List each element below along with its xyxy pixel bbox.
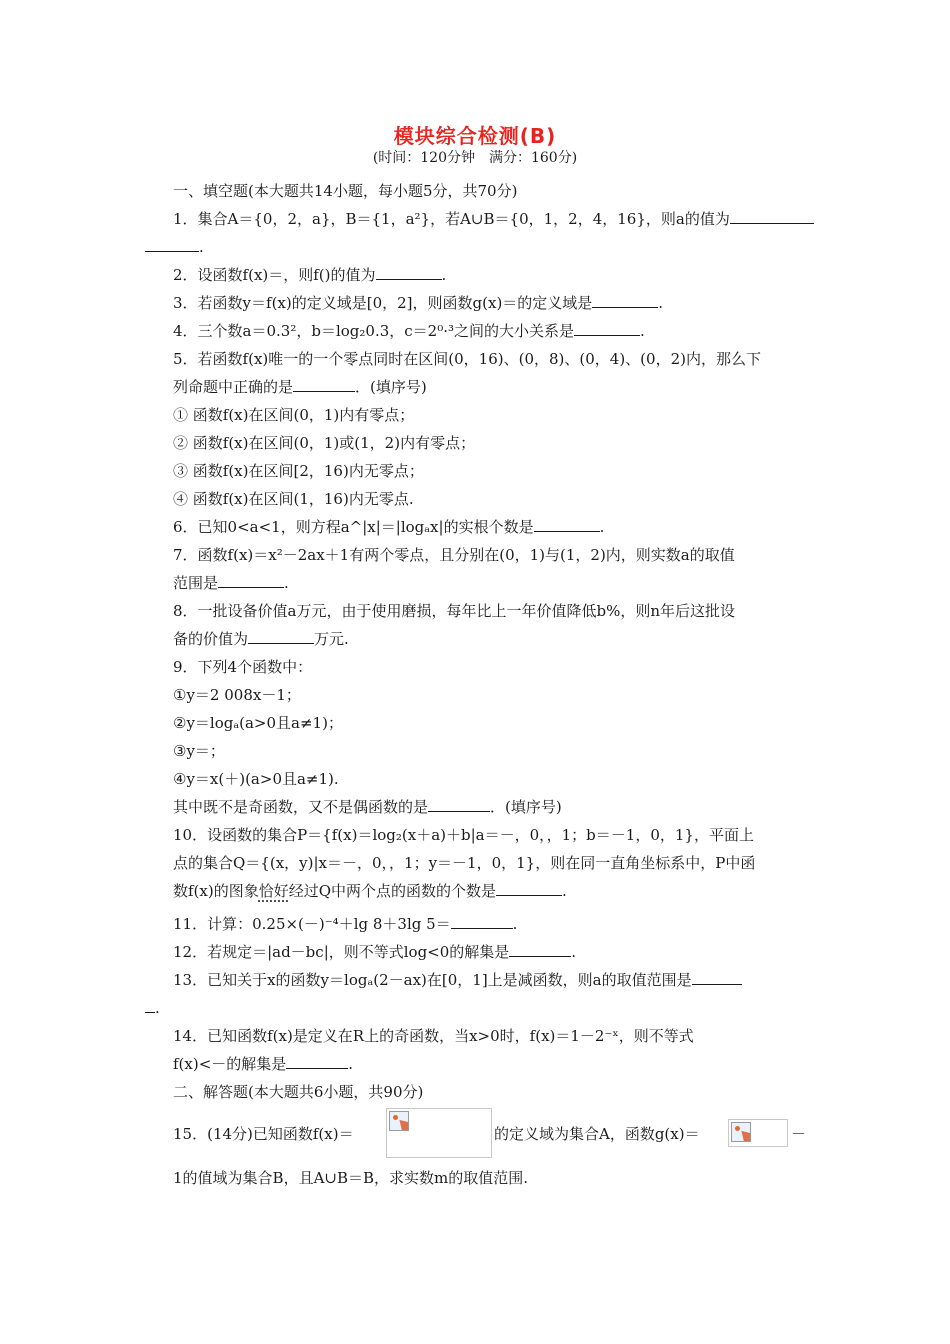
formula-image-placeholder <box>386 1108 492 1158</box>
answer-blank[interactable] <box>574 321 640 336</box>
answer-blank[interactable] <box>218 573 284 588</box>
question-15-cont: 1的值域为集合B，且A∪B＝B，求实数m的取值范围. <box>173 1169 529 1187</box>
answer-blank[interactable] <box>293 377 355 392</box>
answer-blank[interactable] <box>592 293 658 308</box>
question-12: 12．若规定＝|ad－bc|，则不等式log<0的解集是 . <box>173 943 577 961</box>
answer-blank[interactable] <box>286 1054 348 1069</box>
broken-image-icon <box>389 1111 409 1131</box>
question-5: 5．若函数f(x)唯一的一个零点同时在区间(0，16)、(0，8)、(0，4)、(0，2)内，那么下 <box>173 350 761 368</box>
question-6: 6．已知0<a<1，则方程a^|x|＝|logₐx|的实根个数是 . <box>173 518 605 536</box>
question-11: 11．计算：0.25×(－)⁻⁴＋lg 8＋3lg 5＝ . <box>173 915 518 933</box>
question-15-cont: － <box>791 1125 807 1143</box>
question-7-cont: 范围是 . <box>173 574 289 592</box>
answer-blank[interactable] <box>428 797 490 812</box>
question-2: 2．设函数f(x)＝，则f()的值为 . <box>173 266 447 284</box>
question-4: 4．三个数a＝0.3²，b＝log₂0.3，c＝2⁰·³之间的大小关系是 . <box>173 322 645 340</box>
question-14: 14．已知函数f(x)是定义在R上的奇函数，当x>0时，f(x)＝1－2⁻ˣ，则不等式 <box>173 1027 694 1045</box>
question-14-cont: f(x)<－的解集是 . <box>173 1055 354 1073</box>
formula-image-placeholder <box>728 1119 788 1147</box>
question-13: 13．已知关于x的函数y＝logₐ(2－ax)在[0，1]上是减函数，则a的取值范围是 <box>173 970 742 990</box>
section-heading: 一、填空题(本大题共14小题，每小题5分，共70分) <box>173 182 518 200</box>
option-4: ④ 函数f(x)在区间(1，16)内无零点. <box>173 490 414 508</box>
answer-blank[interactable] <box>376 265 442 280</box>
question-9-cont: 其中既不是奇函数，又不是偶函数的是 ．(填序号) <box>173 798 562 816</box>
answer-blank[interactable] <box>145 998 155 1013</box>
answer-blank[interactable] <box>730 209 814 224</box>
question-13-cont: . <box>145 998 160 1018</box>
question-15-cont: 的定义域为集合A，函数g(x)＝ <box>494 1125 700 1143</box>
question-10-cont: 点的集合Q＝{(x，y)|x＝－，0，，1；y＝－1，0，1}，则在同一直角坐标系中，P中函 <box>173 854 756 872</box>
broken-image-icon <box>731 1122 751 1142</box>
option-1: ① 函数f(x)在区间(0，1)内有零点； <box>173 406 415 424</box>
page-title: 模块综合检测(B) <box>393 124 557 148</box>
function-4: ④y＝x(＋)(a>0且a≠1). <box>173 770 339 788</box>
exam-info: (时间：120分钟 满分：160分) <box>372 150 578 166</box>
question-1: 1．集合A＝{0，2，a}，B＝{1，a²}，若A∪B＝{0，1，2，4，16}，则a的值为 <box>173 209 814 229</box>
option-3: ③ 函数f(x)在区间[2，16)内无零点； <box>173 462 424 480</box>
answer-blank[interactable] <box>451 914 513 929</box>
function-2: ②y＝logₐ(a>0且a≠1)； <box>173 714 343 732</box>
question-10-cont: 数f(x)的图象恰好经过Q中两个点的函数的个数是 . <box>173 882 567 900</box>
answer-blank[interactable] <box>248 629 314 644</box>
question-1-cont: . <box>145 237 204 257</box>
question-9: 9．下列4个函数中： <box>173 658 313 676</box>
question-7: 7．函数f(x)＝x²－2ax＋1有两个零点，且分别在(0，1)与(1，2)内，则实数a的取值 <box>173 546 735 564</box>
answer-blank[interactable] <box>534 517 600 532</box>
question-10: 10．设函数的集合P＝{f(x)＝log₂(x＋a)＋b|a＝－，0，，1；b＝－1，0，1}，平面上 <box>173 826 754 844</box>
section-heading: 二、解答题(本大题共6小题，共90分) <box>173 1083 424 1101</box>
question-3: 3．若函数y＝f(x)的定义域是[0，2]，则函数g(x)＝的定义域是 . <box>173 294 664 312</box>
answer-blank[interactable] <box>145 237 199 252</box>
answer-blank[interactable] <box>692 970 742 985</box>
question-8: 8．一批设备价值a万元，由于使用磨损，每年比上一年价值降低b%，则n年后这批设 <box>173 602 736 620</box>
function-3: ③y＝； <box>173 742 225 760</box>
question-8-cont: 备的价值为 万元. <box>173 630 349 648</box>
function-1: ①y＝2 008x－1； <box>173 686 301 704</box>
question-15: 15．(14分)已知函数f(x)＝ <box>173 1125 354 1143</box>
answer-blank[interactable] <box>509 942 571 957</box>
option-2: ② 函数f(x)在区间(0，1)或(1，2)内有零点； <box>173 434 476 452</box>
answer-blank[interactable] <box>496 881 562 896</box>
question-5-cont: 列命题中正确的是 ．(填序号) <box>173 378 427 396</box>
